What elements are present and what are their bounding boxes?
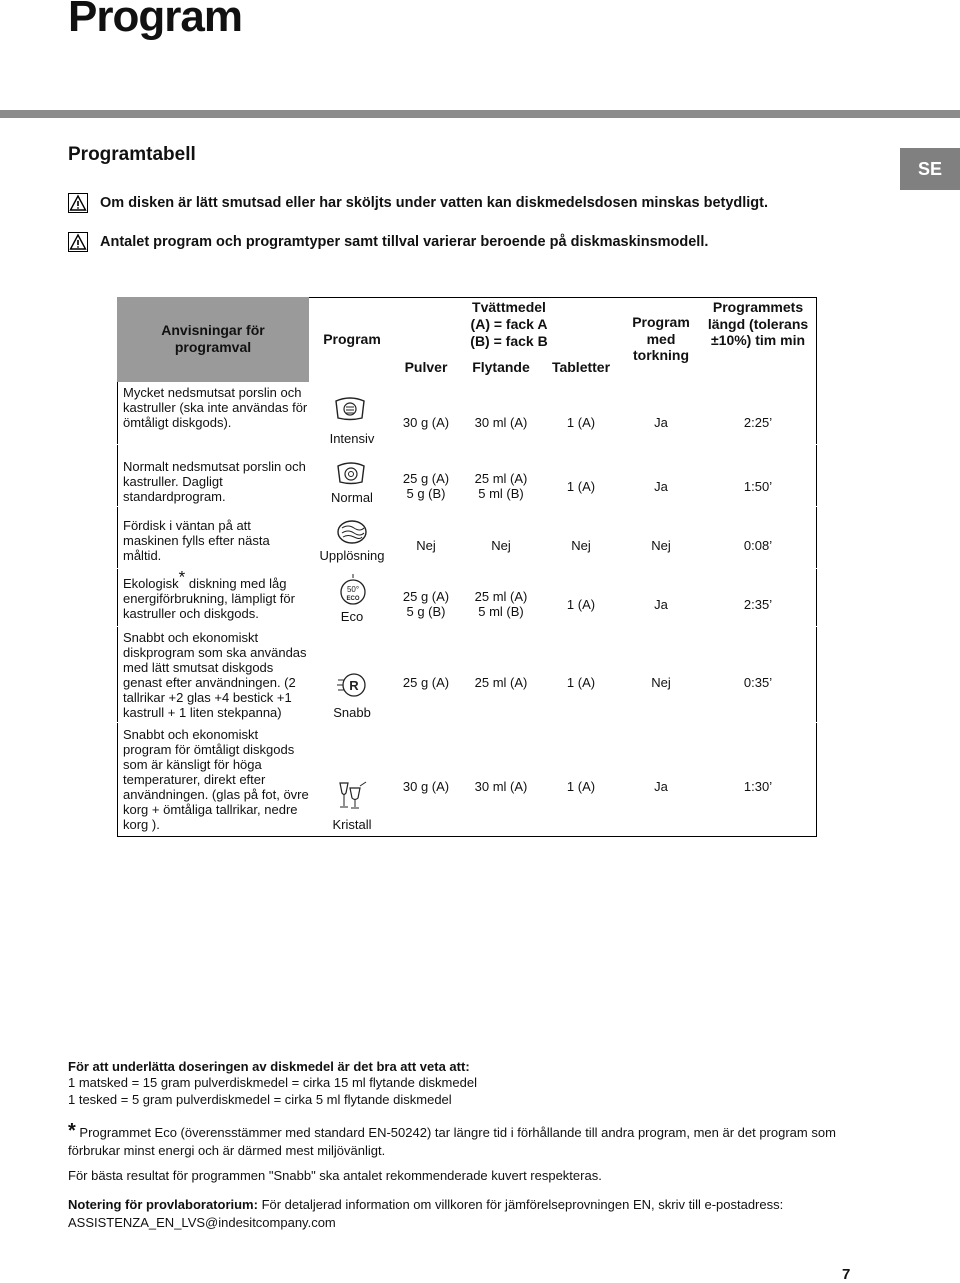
row-snabb-powder: 25 g (A) [402,675,450,690]
row-upplosning-description: Fördisk i väntan på att maskinen fylls efter nästa måltid. [123,518,270,563]
intensive-pot-icon [332,392,368,422]
row-kristall-description: Snabbt och ekonomiskt program för ömtåligt diskgods som är känsligt för höga temperaturer, direkt efter användningen. (glas på fot, övre korg + ömtåliga tallrikar, nedre korg ). [123,727,309,832]
row-kristall-program: Kristall [332,817,372,832]
row-normal-liquid: 25 ml (A) 5 ml (B) [474,471,528,501]
eco-note [68,1120,838,1160]
row-kristall-powder: 30 g (A) [402,779,450,794]
warning-line-2 [68,232,708,252]
row-normal-program: Normal [331,490,373,505]
row-snabb-description: Snabbt och ekonomiskt diskprogram som ska användas med lätt smutsat diskgods genast efter användningen. (2 tallrikar +2 glas +4 bestick +1 kastrull + 1 liten stekpanna) [123,630,307,720]
row-upplosning-liquid: Nej [491,538,511,553]
row-intensiv-tablets: 1 (A) [566,415,596,430]
row-separator [117,626,817,627]
row-eco-description-pre: Ekologisk [123,576,179,591]
header-detergent-1: Tvättmedel [472,299,546,315]
row-kristall-liquid: 30 ml (A) [474,779,528,794]
row-separator [117,568,817,569]
row-snabb-liquid: 25 ml (A) [474,675,528,690]
page-title: Program [68,0,242,41]
row-kristall-drying: Ja [654,779,668,794]
language-tab: SE [900,148,960,190]
eco-50-icon [338,573,368,607]
row-eco-program: Eco [340,609,364,624]
eco-icon-number: 50° [346,585,360,594]
row-normal-duration: 1:50’ [743,479,773,494]
row-eco-powder: 25 g (A) 5 g (B) [402,589,450,619]
normal-pot-icon [334,458,368,486]
header-powder: Pulver [404,359,448,375]
section-title: Programtabell [68,144,196,165]
row-kristall-tablets: 1 (A) [566,779,596,794]
row-kristall-duration: 1:30’ [743,779,773,794]
row-eco-tablets: 1 (A) [566,597,596,612]
warning-icon [68,232,88,252]
snabb-note: För bästa resultat för programmen "Snabb" ska antalet rekommenderade kuvert respekteras. [68,1168,602,1183]
warning-icon [68,193,88,213]
row-upplosning-duration: 0:08’ [743,538,773,553]
header-program: Program [323,331,381,347]
row-eco-description-rest: diskning med låg energiförbrukning, lämpligt för kastruller och diskgods. [123,576,295,621]
row-snabb-drying: Nej [651,675,671,690]
row-normal-drying: Ja [654,479,668,494]
row-eco-drying: Ja [654,597,668,612]
row-intensiv-program: Intensiv [329,431,375,446]
row-eco-description [123,567,309,621]
row-eco-duration: 2:35’ [743,597,773,612]
row-snabb-tablets: 1 (A) [566,675,596,690]
lab-note-label: Notering för provlaboratorium: [68,1197,258,1212]
row-intensiv-powder: 30 g (A) [402,415,450,430]
header-drying: Program med torkning [632,314,690,363]
lab-note [68,1196,868,1232]
row-upplosning-program: Upplösning [319,548,385,563]
header-rule [0,110,960,118]
header-detergent-3: (B) = fack B [470,333,548,349]
header-detergent-2: (A) = fack A [470,316,548,332]
eco-asterisk: * [178,567,186,587]
eco-note-text: Programmet Eco (överensstämmer med standard EN-50242) tar längre tid i förhållande till andra program, men är det program som förbrukar minst energi och är därmed mest miljövänligt. [68,1125,836,1158]
row-separator [117,506,817,507]
header-tablets: Tabletter [551,359,611,375]
crystal-glass-icon [336,780,368,812]
eco-note-asterisk: * [68,1120,76,1142]
row-intensiv-drying: Ja [654,415,668,430]
row-upplosning-drying: Nej [651,538,671,553]
warning-text-1: Om disken är lätt smutsad eller har sköljts under vatten kan diskmedelsdosen minskas betydligt. [100,195,769,211]
row-snabb-duration: 0:35’ [743,675,773,690]
row-normal-powder: 25 g (A) 5 g (B) [402,471,450,501]
row-snabb-program: Snabb [333,705,371,720]
row-intensiv-description: Mycket nedsmutsat porslin och kastruller (ska inte användas för ömtåligt diskgods). [123,385,308,430]
warning-line-1 [68,193,768,213]
dosing-line-1: 1 matsked = 15 gram pulverdiskmedel = cirka 15 ml flytande diskmedel [68,1075,477,1090]
warning-text-2: Antalet program och programtyper samt tillval varierar beroende på diskmaskinsmodell. [100,234,709,250]
header-liquid: Flytande [472,359,530,375]
dosing-title: För att underlätta doseringen av diskmedel är det bra att veta att: [68,1059,470,1074]
row-eco-liquid: 25 ml (A) 5 ml (B) [474,589,528,619]
header-description: Anvisningar för programval [161,322,265,355]
page-number: 7 [842,1266,851,1283]
row-upplosning-powder: Nej [416,538,436,553]
row-separator [117,722,817,723]
eco-icon-text: ECO [346,596,360,602]
dosing-line-2: 1 tesked = 5 gram pulverdiskmedel = cirka 5 ml flytande diskmedel [68,1092,452,1107]
row-normal-tablets: 1 (A) [566,479,596,494]
row-intensiv-duration: 2:25’ [743,415,773,430]
row-separator [117,444,817,445]
row-upplosning-tablets: Nej [571,538,591,553]
soak-plate-icon [334,516,370,546]
header-duration: Programmets längd (tolerans ±10%) tim min [707,299,809,348]
rapid-icon-letter: R [349,678,359,693]
row-intensiv-liquid: 30 ml (A) [474,415,528,430]
row-normal-description: Normalt nedsmutsat porslin och kastruller. Dagligt standardprogram. [123,459,306,504]
lab-note-text: För detaljerad information om villkoren för jämförelseprovningen EN, skriv till e-postadress: ASSISTENZA_EN_LVS@indesitcompany.com [68,1197,784,1230]
rapid-r-icon [336,670,368,700]
